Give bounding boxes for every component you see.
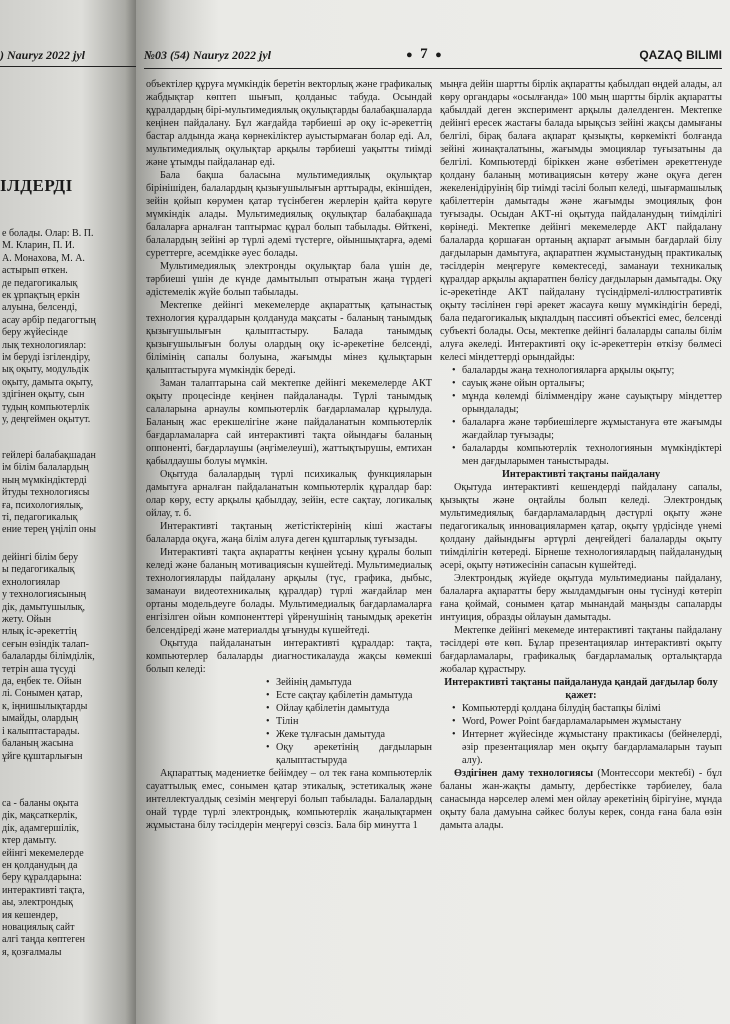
left-fragment-line: нлық іс-әрекеттің [2,626,77,638]
paragraph: Ақпараттық мәдениетке бейімдеу – ол тек ғана компьютерлік сауаттылық емес, сонымен қатар этикалық, эстетикалық және интеллектуалдық сезімін меңгеруі болып табылады. Балалардың онай түрде түрлі электрондық, компьютерлік жаңалықтармен жұмыстана білу тәсілдерін меңгеруі сөзсіз. Бала бір минутта 1 [146,768,432,831]
left-fragment-line: ейінгі мекемелерде [2,847,84,859]
left-fragment-line: ті, педагогикалық [2,512,78,524]
bullet-list [440,364,722,468]
left-page-title: ІЛДЕРДІ [0,176,73,195]
left-fragment-line: беру жүйесінде [2,327,68,339]
left-fragment-line: дік, дамытушылық, [2,601,86,613]
left-text-fragment-2 [2,450,130,537]
left-fragment-line: оқыту, дамыта оқыту, [2,376,94,388]
left-fragment-line: алгі таңда көптеген [2,934,85,946]
left-fragment-line: жету. Ойын [2,614,52,626]
page-header [144,48,722,66]
left-fragment-line: ение терең үңіліп оны [2,524,96,536]
left-fragment-line: балаларды білімділік, [2,651,95,663]
left-fragment-line: астырып өткен. [2,265,68,277]
left-fragment-line: е болады. Олар: В. П. [2,228,94,239]
left-fragment-line: ім білім балалардың [2,462,89,474]
list-item: • Компьютерді қолдана білудің бастапқы білімі [462,702,722,715]
left-fragment-line: А. Монахова, М. А. [2,252,85,264]
left-header-rule [0,66,136,67]
left-fragment-line: ек ұрпақтың еркін [2,290,80,302]
left-fragment-line: у, деңгеймен оқытут. [2,414,91,426]
left-fragment-line: йтуды технологиясы [2,487,90,499]
paragraph: мыңға дейін шартты бірлік ақпаратты қабылдап өңдей алады, ал көру органдары «осылғанда» 100 мың шартты бірлік ақпаратты қабылдай деген эксперимент арқылы дәлелденген. Мектепке дейінгі ересек жастағы балада ырықсыз зейіні жақсы дамығаны белгілі, бірақ балаға ақпарат қызықты, көркемікті болғанда зейіні жинақталатыны, жағымды эмоциялар туғызатыны да белгілі. Компьютерді біріккен және өзбетімен әрекеттенуде қолдану баланың мотивациясын көтеру және оқуға деген жекеленідіруінің бір тиімді тәсілі болып келеді, шығармашылық қабілеттерін дамытады және жағымды эмоциялық фон туғызады. Осыдан АКТ-ні оқытуда пайдаланудың тиімділігі көрінеді. Мектепке дейінгі мекемелерде АКТ пайдалану балаларда қоршаған ортаның ақпарат ағымын бағдарлай білу дағдыларын дамытуға, ақпаратпен жұмыстанудың практикалық тәсілдерін меңгеруге көмектеседі, заманауи техникалық құралдар арқылы ақпаратпен бөлісу дағдыларын дамытады. Оқу іс-әрекетінде АКТ пайдалану түсіндірмелі-иллюстративтік оқыту тәсілінен гөрі әрекет жасауға көшу мүмкіндігін береді, бала педагогикалық ықпалдың пассивті объектісі емес, белсенді субъекті болады. Осы, мектепке дейінгі балаларды сапалы білім алуға әкеледі. Интерактивті оқу іс-әрекеттерін өткізу бөлмесі келесі міндеттерді орындайды: [440,79,722,363]
left-fragment-line: дік, мақсаткерлік, [2,810,78,822]
list-item: • Есте сақтау қабілетін дамытуда [276,689,432,702]
list-item: • балаларға және тәрбиешілерге жұмыстануға өте жағымды жағдайлар туғызады; [462,416,722,442]
paragraph: Мектепке дейінгі мекемеде интерактивті тақтаны пайдалану тәсілдері өте көп. Бұлар презентациялар интерактивті оқыту бағдарламалары, графикалық бағдарламалық орталықтарда жобалар құрастыру. [440,625,722,675]
left-fragment-line: интерактивті тақта, [2,884,85,896]
left-fragment-line: ен қолданудың да [2,860,78,872]
left-fragment-line: тетрін аша түсуді [2,663,76,675]
bold-term: Өздігінен даму технологиясы [454,768,594,779]
section-heading: Интерактивті тақтаны пайдалануда қандай дағдылар болу қажет: [444,677,718,701]
left-page-header: ) Nauryz 2022 jyl [0,48,85,62]
left-fragment-line: ия кешендер, [2,909,59,921]
list-item: • Тілін [276,715,432,728]
list-item: • балаларды компьютерлік технологиянын мүмкіндіктері мен дағдыларымен таныстырады. [462,442,722,468]
list-item: • Интернет жүйесінде жұмыстану практикасы (бейнелерді, әзір презентациялар мен оқыту бағдарламаларын тауып алу). [462,728,722,767]
paragraph: Электрондық жүйеде оқытуда мультимедианы пайдалану, балаларға ақпаратты беру жылдамдығын оны түсінуді көтеріп ғана қоймай, сонымен қатар мынандай маңызды сапаларды интуиция, образды ойлауын дамытады. [440,573,722,623]
article-column-1 [146,78,432,978]
left-fragment-line: ы педагогикалық [2,564,75,576]
left-fragment-line: алуына, белсенді, [2,302,78,314]
left-fragment-line: у технологиясының [2,589,87,601]
left-fragment-line: ехнологиялар [2,576,60,588]
left-fragment-line: са - баланы оқыта [2,798,79,809]
list-item: • Ойлау қабілетін дамытуда [276,702,432,715]
left-text-fragment-1 [2,228,130,427]
issue-label: №03 (54) Nauryz 2022 jyl [144,48,271,62]
bullet-list [146,676,432,767]
left-fragment-line: ұйге құштарлығын [2,750,83,762]
list-item: • мұнда көлемді біліммендіру және сауықтыру міндеттер орындалады; [462,390,722,416]
left-fragment-line: сеғын өзіндік талап- [2,638,89,650]
left-fragment-line: к, іңнишылықтарды [2,700,88,712]
left-fragment-line: М. Кларин, П. И. [2,240,75,252]
list-item: • Оқу әрекетінің дағдыларын қалыптастыруда [276,741,432,767]
paragraph [440,767,722,832]
newspaper-name: QAZAQ BILIMI [639,48,722,62]
paragraph: Бала бақша баласына мультимедиялық оқулықтар бірінішіден, балалардың қызығушылығын арттырады, екіншіден, зейін қойып көрумен қатар түсінбеген жерлерін қайта көруге мүмкіндік алады. Мультимедиялық оқулықтар балабақшада балаларға арналған таптырмас құрал болып табылады. Өйткені, балалардың зейіні әр түрлі әдемі түстерге, ойыншықтарға, әдемі суреттерге, әсемдікке әуес болады. [146,170,432,259]
left-text-fragment-3 [2,552,130,763]
left-fragment-line: баланың жасына [2,738,74,750]
list-item: • Жеке тұлғасын дамытуда [276,728,432,741]
paragraph: Оқытуда балалардың түрлі психикалық функцияларын дамытуға арналған пайдаланатын компьютерлік құралдар бар: олар көру, есту арқылы қабылдау, зейін, есте сақтау, логикалық ойлау, т. б. [146,469,432,519]
list-item: • Word, Power Point бағдарламаларымен жұмыстану [462,715,722,728]
left-fragment-line: ның мүмкіндіктерді [2,474,87,486]
paragraph: объектілер құруға мүмкіндік беретін векторлық және графикалық жабдықтар көптеп шығып, қолданыс табуда. Осындай құралдардың бірі-мультимедиялық оқулықтарды балабақшаларда кеңінен пайдалану. Бұл жағдайда тәрбиеші әр оқу іс-әрекеттің бастар алдында жаңа көрнекіліктер ауыстырмаған болар еді. Ал, мультимедиялық оқулықтар арқылы тәрбиеші уақытты тиімді және ұтымды пайдаланар еді. [146,79,432,168]
paragraph: Интерактивті тақта ақпаратты кеңінен ұсыну құралы болып келеді және баланың мотивациясын күшейтеді. Мультимедиалық технологияларды пайдалану арқылы (түс, графика, дыбыс, заманауи видеотехникалық құралдар) түрлі жағдайлар мен ортаны модельдеуге болады. Мультимедиалық бағдарламаларға енгізілген ойын компоненттері үйренушінің танымдық әрекетін белсендіреді және материалды ұғынуды күшейтеді. [146,547,432,636]
paragraph: Заман талаптарына сай мектепке дейінгі мекемелерде АКТ оқыту процесінде кеңінен пайдаланады. Түрлі танымдық салаларына арнаулы компьютерлік бағдарламалар құрылуда. Баланың жас ерекшелігіне және пайдаланатын компьютерлік бағдарламаларға сай интерактивті тақта ойындағы баланың оппоненті, бағдарлаушы (әңгімелеуші), жаттықтырушы, емтихан қабылдаушы болуы мүмкін. [146,378,432,467]
left-text-fragment-4 [2,798,130,959]
bullet-list [440,702,722,767]
left-fragment-line: да, еңбек те. Ойын [2,676,82,688]
paragraph: Интерактивті тақтаның жетістіктерінің кіші жастағы балаларда оқуға, жаңа білім алуға деген құштарлық туғызады. [146,521,432,545]
page-number: ● 7 ● [406,46,442,62]
paragraph: Мультимедиялық электронды оқулықтар бала үшін де, тәрбиеші үшін де күнде дамытылып отыратын жаңа түрдегі әдістемелік жүйе болып табылады. [146,261,432,298]
list-item: • балаларды жаңа технологияларға арқылы оқыту; [462,364,722,377]
left-fragment-line: ық оқыту, модульдік [2,364,89,376]
left-fragment-line: ім беруді ізгілендіру, [2,352,91,364]
left-page-edge [0,0,136,1024]
left-fragment-line: дейінгі білім беру [2,552,79,563]
left-fragment-line: ға, психологиялық, [2,499,84,511]
left-fragment-line: ктер дамыту. [2,835,57,847]
section-heading: Интерактивті тақтаны пайдалану [501,469,661,480]
left-fragment-line: лық технологиялар: [2,339,87,351]
left-fragment-line: де педагогикалық [2,277,78,289]
paragraph: Оқытуда пайдаланатын интерактивті құралдар: тақта, компьютерлер балаларды диагностикалауда жақсы көмекші болып келеді: [146,638,432,675]
left-fragment-line: новациялық сайт [2,922,75,934]
left-fragment-line: беру құралдарына: [2,872,82,884]
header-rule [144,68,722,69]
left-fragment-line: тудың компьютерлік [2,401,90,413]
list-item: • сауық және ойын орталығы; [462,377,722,390]
left-fragment-line: і калыптастарады. [2,725,80,737]
left-fragment-line: асау әрбір педагогтың [2,314,96,326]
left-fragment-line: лі. Сонымен қатар, [2,688,83,700]
left-fragment-line: дік, адамгершілік, [2,822,80,834]
paragraph-text: (Монтессори мектебі) - бұл баланы жан-жақты дамыту, дербестікке тәрбиелеу, бала санасында нәрселер әлемі мен ойлау әрекетінің бірігуіне, мұнда оқыту бала дамуына сәйкес болуы керек, сонда ғана бала өзін дамыта алады. [440,768,722,831]
left-fragment-line: ымайды, олардың [2,713,78,725]
paragraph: Оқытуда интерактивті кешендерді пайдалану сапалы, қызықты және оңтайлы болып келеді. Электрондық мультимедиялық бағдарламалардың дәстүрлі оқыту және педагогикалық инновациялармен қатар, оқыту үрдісінде үнемі қолдану дайындығы әртүрлі деңгейдегі балаларды оқыту тиімділігін көтереді. Бірнеше технологиялардың пайдаланудың әсері, оқыту нәтижесінін сапасын күшейтеді. [440,482,722,571]
left-fragment-line: аы, электрондық [2,897,73,909]
left-fragment-line: я, қозғалмалы [2,946,62,958]
left-fragment-line: здігінен оқыту, сын [2,389,85,401]
article-column-2 [440,78,722,988]
paragraph: Мектепке дейінгі мекемелерде ақпараттық қатынастық технология құралдарын қолдануда мақсаты - баланың танымдық қызығушылығын қалыптастыру. Балада танымдық қызығушылығын болуы олардың оқу іс-әрекетіне белсенді, білімінің сапалы болуына, жағымды мінез құлықтарын қалыптастыруға мүмкіндік береді. [146,300,432,376]
left-fragment-line: гейлері балабақшадан [2,450,96,461]
list-item: • Зейінің дамытуда [276,676,432,689]
